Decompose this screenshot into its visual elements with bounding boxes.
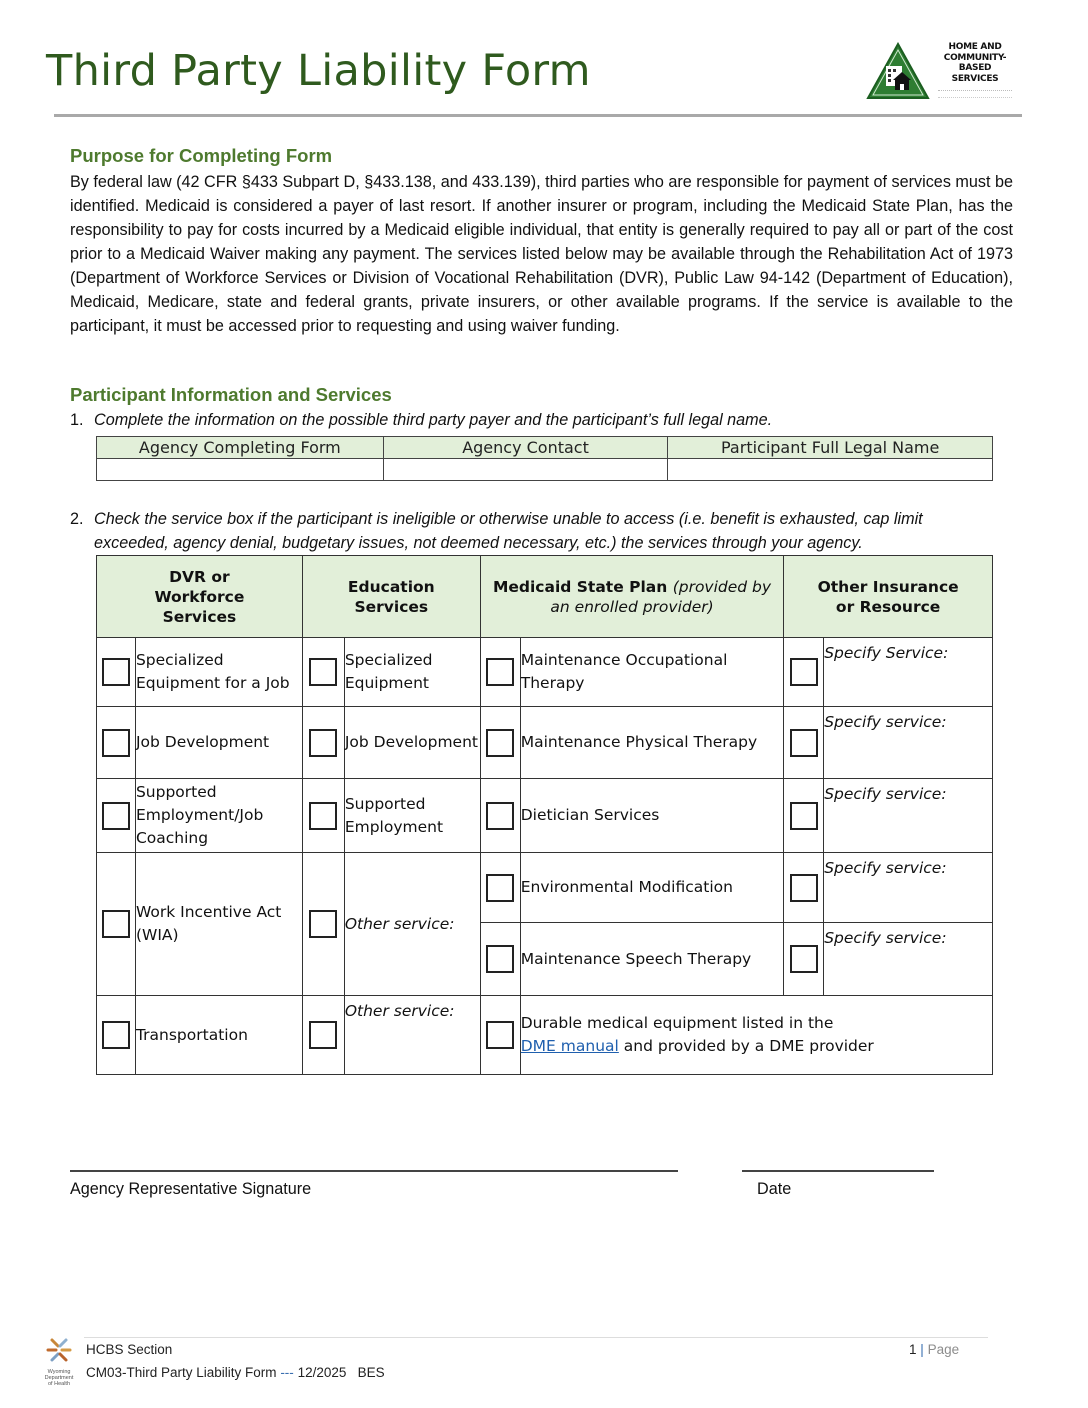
education-service-3: Supported Employment — [344, 779, 480, 853]
participant-name-field[interactable] — [668, 459, 993, 481]
page-title: Third Party Liability Form — [46, 46, 591, 96]
education-other-service-2[interactable]: Other service: — [344, 996, 480, 1075]
education-checkbox-2[interactable] — [309, 729, 337, 757]
step-1-instruction: 1. Complete the information on the possible third party payer and the participant’s full legal name. — [70, 411, 773, 429]
purpose-body: By federal law (42 CFR §433 Subpart D, §433.138, and 433.139), third parties who are responsible for payment of services must be identified. Medicaid is considered a payer of last resort. If another insurer or program, including the Medicaid State Plan, has the responsibility to pay for costs incurred by a Medicaid eligible individual, that entity is generally required to pay all or part of the cost prior to a Medicaid Waiver making any payment. The services listed below may be available through the Rehabilitation Act of 1973 (Department of Workforce Services or Division of Vocational Rehabilitation (DVR), Public Law 94-142 (Department of Education), Medicaid, Medicare, state and federal grants, private insurers, or other available programs. If the service is available to the participant, it must be accessed prior to requesting and using waiver funding. — [70, 173, 1013, 335]
col-agency-completing-form: Agency Completing Form — [97, 437, 384, 459]
logo-text: HOME AND COMMUNITY- BASED SERVICES — [943, 42, 1007, 84]
participant-heading: Participant Information and Services — [70, 384, 392, 405]
signature-label: Agency Representative Signature — [70, 1180, 312, 1198]
dvr-checkbox-5[interactable] — [102, 1021, 130, 1049]
participant-info-table — [96, 436, 993, 481]
medicaid-checkbox-1[interactable] — [486, 658, 514, 686]
department-logo-text: Wyoming Department of Health — [44, 1369, 74, 1387]
medicaid-checkbox-5[interactable] — [486, 945, 514, 973]
dvr-service-2: Job Development — [135, 707, 302, 779]
step-2-instruction: 2. Check the service box if the participant is ineligible or otherwise unable to access (i.e. benefit is exhausted, cap limit — [70, 510, 923, 528]
other-checkbox-4[interactable] — [790, 874, 818, 902]
dvr-service-4: Work Incentive Act (WIA) — [135, 853, 302, 996]
medicaid-service-4: Environmental Modification — [520, 853, 783, 923]
other-specify-3[interactable]: Specify service: — [824, 779, 993, 853]
header-medicaid: Medicaid State Plan (provided by an enrolled provider) — [480, 556, 783, 638]
other-checkbox-2[interactable] — [790, 729, 818, 757]
footer-section: HCBS Section — [86, 1342, 173, 1357]
education-checkbox-1[interactable] — [309, 658, 337, 686]
footer-doc-id: CM03-Third Party Liability Form --- 12/2025 BES — [86, 1365, 385, 1380]
other-checkbox-1[interactable] — [790, 658, 818, 686]
medicaid-dme-service: Durable medical equipment listed in the DME manual and provided by a DME provider — [520, 996, 992, 1075]
hcbs-logo — [866, 40, 1016, 102]
date-line[interactable] — [742, 1170, 934, 1172]
other-specify-1[interactable]: Specify Service: — [824, 638, 993, 707]
department-logo-icon — [38, 1336, 80, 1364]
dvr-service-1: Specialized Equipment for a Job — [135, 638, 302, 707]
education-other-service-1[interactable]: Other service: — [344, 853, 480, 996]
medicaid-service-3: Dietician Services — [520, 779, 783, 853]
purpose-heading: Purpose for Completing Form — [70, 145, 333, 166]
services-table — [96, 555, 993, 1075]
dvr-checkbox-4[interactable] — [102, 910, 130, 938]
dvr-checkbox-2[interactable] — [102, 729, 130, 757]
education-checkbox-5[interactable] — [309, 1021, 337, 1049]
agency-contact-field[interactable] — [383, 459, 668, 481]
footer-page: 1 | Page — [909, 1342, 960, 1357]
dvr-checkbox-1[interactable] — [102, 658, 130, 686]
other-checkbox-3[interactable] — [790, 802, 818, 830]
wyoming-health-logo — [38, 1336, 80, 1386]
medicaid-checkbox-3[interactable] — [486, 802, 514, 830]
education-checkbox-3[interactable] — [309, 802, 337, 830]
dme-manual-link[interactable]: DME manual — [520, 1037, 619, 1055]
education-service-1: Specialized Equipment — [344, 638, 480, 707]
medicaid-checkbox-2[interactable] — [486, 729, 514, 757]
date-label: Date — [757, 1180, 792, 1198]
other-specify-5[interactable]: Specify service: — [824, 923, 993, 996]
signature-line[interactable] — [70, 1170, 678, 1172]
other-specify-2[interactable]: Specify service: — [824, 707, 993, 779]
col-participant-name: Participant Full Legal Name — [668, 437, 993, 459]
house-triangle-icon — [866, 42, 930, 100]
other-specify-4[interactable]: Specify service: — [824, 853, 993, 923]
dvr-service-5: Transportation — [135, 996, 302, 1075]
logo-tagline — [938, 90, 1012, 98]
other-checkbox-5[interactable] — [790, 945, 818, 973]
medicaid-service-2: Maintenance Physical Therapy — [520, 707, 783, 779]
col-agency-contact: Agency Contact — [383, 437, 668, 459]
dvr-service-3: Supported Employment/Job Coaching — [135, 779, 302, 853]
dvr-checkbox-3[interactable] — [102, 802, 130, 830]
header-dvr: DVR or Workforce Services — [97, 556, 303, 638]
agency-completing-form-field[interactable] — [97, 459, 384, 481]
medicaid-checkbox-4[interactable] — [486, 874, 514, 902]
header-education: Education Services — [302, 556, 480, 638]
education-service-2: Job Development — [344, 707, 480, 779]
education-checkbox-4[interactable] — [309, 910, 337, 938]
medicaid-service-1: Maintenance Occupational Therapy — [520, 638, 783, 707]
header-other: Other Insurance or Resource — [784, 556, 993, 638]
step-2-instruction-cont: exceeded, agency denial, budgetary issues, not deemed necessary, etc.) the services through your agency. — [94, 534, 863, 552]
medicaid-checkbox-dme[interactable] — [486, 1021, 514, 1049]
medicaid-service-5: Maintenance Speech Therapy — [520, 923, 783, 996]
title-divider — [54, 114, 1022, 117]
footer-divider — [84, 1337, 988, 1338]
